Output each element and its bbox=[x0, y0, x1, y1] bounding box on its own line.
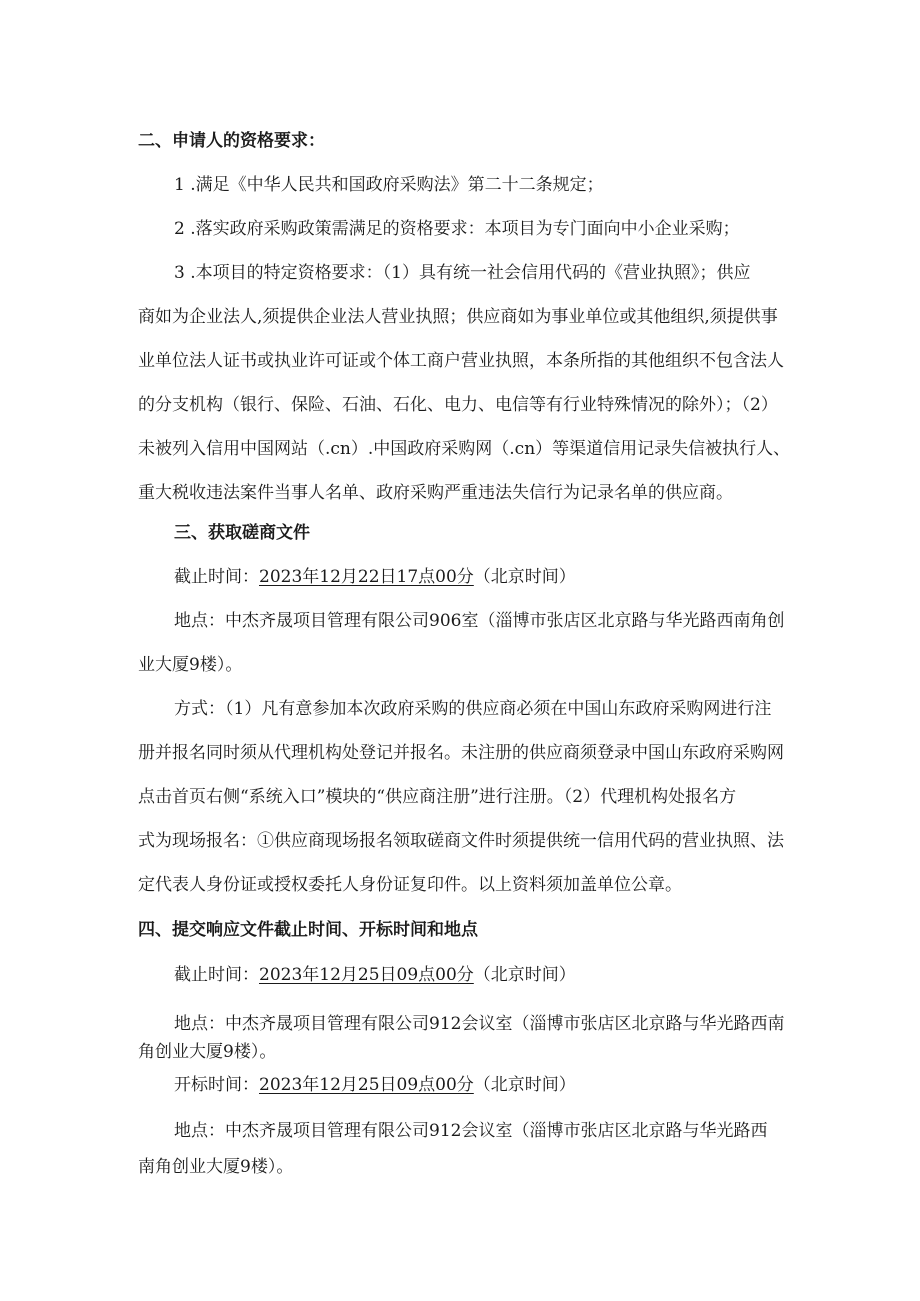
requirement-item-1: 1 .满足《中华人民共和国政府采购法》第二十二条规定； bbox=[174, 175, 604, 195]
acquire-deadline bbox=[174, 567, 576, 587]
section-3-heading: 三、获取磋商文件 bbox=[174, 523, 310, 543]
section-2-heading: 二、申请人的资格要求： bbox=[138, 131, 325, 151]
opening-suffix: （北京时间） bbox=[473, 1075, 576, 1095]
opening-time bbox=[174, 1075, 576, 1095]
section-4-heading: 四、提交响应文件截止时间、开标时间和地点 bbox=[138, 920, 478, 940]
requirement-item-3-line: 3 .本项目的特定资格要求：（1）具有统一社会信用代码的《营业执照》；供应 bbox=[174, 263, 751, 283]
acquire-method-line: 式为现场报名：①供应商现场报名领取磋商文件时须提供统一信用代码的营业执照、法 bbox=[138, 831, 784, 851]
opening-location-line: 南角创业大厦9楼）。 bbox=[138, 1157, 294, 1177]
submission-deadline bbox=[174, 965, 576, 985]
requirement-item-3-line: 商如为企业法人,须提供企业法人营业执照；供应商如为事业单位或其他组织,须提供事 bbox=[138, 307, 778, 327]
deadline-label: 截止时间： bbox=[174, 567, 259, 587]
deadline-value: 2023年12月22日17点00分 bbox=[259, 567, 474, 587]
requirement-item-3-line: 业单位法人证书或执业许可证或个体工商户营业执照，本条所指的其他组织不包含法人 bbox=[138, 351, 784, 371]
requirement-item-3-line: 未被列入信用中国网站（.cn）.中国政府采购网（.cn）等渠道信用记录失信被执行人、 bbox=[138, 439, 791, 459]
deadline-label: 截止时间： bbox=[174, 965, 259, 985]
acquire-location-line: 地点：中杰齐晟项目管理有限公司906室（淄博市张店区北京路与华光路西南角创 bbox=[174, 611, 785, 631]
requirement-item-3-line: 重大税收违法案件当事人名单、政府采购严重违法失信行为记录名单的供应商。 bbox=[138, 483, 733, 503]
submission-location-line: 角创业大厦9楼）。 bbox=[138, 1042, 277, 1062]
opening-value: 2023年12月25日09点00分 bbox=[259, 1075, 474, 1095]
deadline-suffix: （北京时间） bbox=[473, 965, 576, 985]
deadline-value: 2023年12月25日09点00分 bbox=[259, 965, 474, 985]
acquire-method-line: 点击首页右侧“系统入口”模块的“供应商注册”进行注册。（2）代理机构处报名方 bbox=[138, 787, 737, 807]
acquire-method-line: 册并报名同时须从代理机构处登记并报名。未注册的供应商须登录中国山东政府采购网 bbox=[138, 743, 784, 763]
submission-location-line: 地点：中杰齐晟项目管理有限公司912会议室（淄博市张店区北京路与华光路西南 bbox=[174, 1014, 785, 1034]
deadline-suffix: （北京时间） bbox=[473, 567, 576, 587]
acquire-location-line: 业大厦9楼）。 bbox=[138, 655, 243, 675]
acquire-method-line: 定代表人身份证或授权委托人身份证复印件。以上资料须加盖单位公章。 bbox=[138, 875, 682, 895]
requirement-item-3-line: 的分支机构（银行、保险、石油、石化、电力、电信等有行业特殊情况的除外）；（2） bbox=[138, 395, 778, 415]
acquire-method-line: 方式：（1）凡有意参加本次政府采购的供应商必须在中国山东政府采购网进行注 bbox=[174, 699, 772, 719]
opening-location-line: 地点：中杰齐晟项目管理有限公司912会议室（淄博市张店区北京路与华光路西 bbox=[174, 1121, 768, 1141]
opening-label: 开标时间： bbox=[174, 1075, 259, 1095]
requirement-item-2: 2 .落实政府采购政策需满足的资格要求：本项目为专门面向中小企业采购； bbox=[174, 219, 740, 239]
